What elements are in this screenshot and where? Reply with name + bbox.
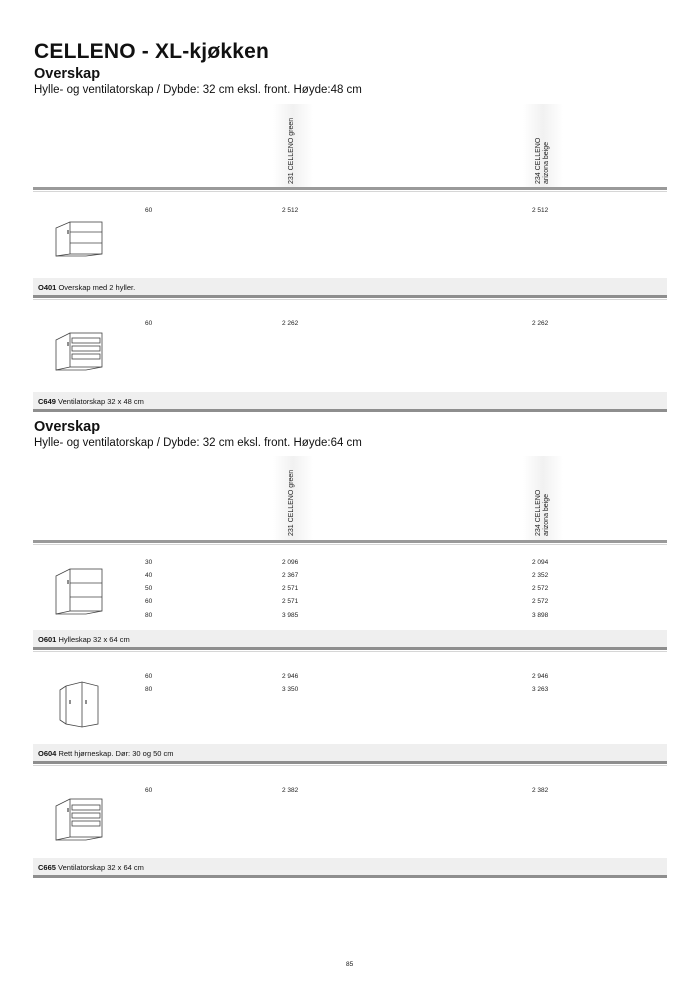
page-number: 85 bbox=[346, 961, 354, 968]
price-231: 2 571 bbox=[282, 598, 299, 605]
product-rule bbox=[33, 647, 667, 650]
section-title: Overskap bbox=[34, 419, 101, 435]
product-name: Ventilatorskap 32 x 64 cm bbox=[58, 863, 144, 872]
column-header-label: 234 CELLENO bbox=[535, 137, 542, 184]
column-header-label: 234 CELLENO bbox=[535, 489, 542, 536]
product-code: C665 bbox=[38, 863, 56, 872]
section-subtitle: Hylle- og ventilatorskap / Dybde: 32 cm eksl. front. Høyde:48 cm bbox=[34, 84, 362, 96]
product-label bbox=[38, 749, 174, 758]
price-231: 2 382 bbox=[282, 787, 299, 794]
section-title: Overskap bbox=[34, 66, 101, 82]
product-code: O401 bbox=[38, 283, 57, 292]
product-code: C649 bbox=[38, 397, 56, 406]
price-231: 2 946 bbox=[282, 673, 299, 680]
width-value: 50 bbox=[145, 585, 153, 592]
product-name: Rett hjørneskap. Dør: 30 og 50 cm bbox=[58, 749, 174, 758]
price-231: 2 367 bbox=[282, 572, 299, 579]
price-234: 2 572 bbox=[532, 598, 549, 605]
price-231: 2 571 bbox=[282, 585, 299, 592]
header-rule bbox=[33, 187, 667, 190]
price-234: 3 263 bbox=[532, 686, 549, 693]
price-234: 2 382 bbox=[532, 787, 549, 794]
width-value: 80 bbox=[145, 612, 153, 619]
price-234: 2 262 bbox=[532, 320, 549, 327]
product-rule bbox=[33, 875, 667, 878]
ventilator-cabinet-tall-icon bbox=[50, 796, 106, 842]
price-234: 2 572 bbox=[532, 585, 549, 592]
product-name: Overskap med 2 hyller. bbox=[58, 283, 136, 292]
width-value: 60 bbox=[145, 787, 153, 794]
product-name: Ventilatorskap 32 x 48 cm bbox=[58, 397, 144, 406]
header-rule bbox=[33, 540, 667, 543]
column-header-231 bbox=[273, 104, 313, 188]
product-label bbox=[38, 863, 144, 872]
product-rule bbox=[33, 295, 667, 298]
corner-cabinet-icon bbox=[56, 680, 104, 728]
price-231: 2 096 bbox=[282, 559, 299, 566]
price-234: 2 512 bbox=[532, 207, 549, 214]
column-header-label: 231 CELLENO green bbox=[288, 117, 295, 184]
ventilator-cabinet-icon bbox=[50, 330, 106, 374]
price-231: 3 350 bbox=[282, 686, 299, 693]
product-rule bbox=[33, 761, 667, 764]
price-234: 3 898 bbox=[532, 612, 549, 619]
wall-cabinet-2-shelves-icon bbox=[50, 218, 106, 260]
price-231: 3 985 bbox=[282, 612, 299, 619]
width-value: 60 bbox=[145, 320, 153, 327]
price-234: 2 094 bbox=[532, 559, 549, 566]
price-231: 2 262 bbox=[282, 320, 299, 327]
product-code: O604 bbox=[38, 749, 57, 758]
product-label bbox=[38, 397, 144, 406]
page-title: CELLENO - XL-kjøkken bbox=[34, 40, 270, 63]
width-value: 40 bbox=[145, 572, 153, 579]
divider bbox=[33, 191, 667, 192]
width-value: 60 bbox=[145, 207, 153, 214]
product-name: Hylleskap 32 x 64 cm bbox=[58, 635, 130, 644]
product-code: O601 bbox=[38, 635, 57, 644]
divider bbox=[33, 651, 667, 652]
width-value: 80 bbox=[145, 686, 153, 693]
price-234: 2 946 bbox=[532, 673, 549, 680]
width-value: 30 bbox=[145, 559, 153, 566]
section-subtitle: Hylle- og ventilatorskap / Dybde: 32 cm eksl. front. Høyde:64 cm bbox=[34, 437, 362, 449]
column-header-label-line2: arizona beige bbox=[543, 493, 550, 536]
column-header-label: 231 CELLENO green bbox=[288, 469, 295, 536]
column-header-label-line2: arizona beige bbox=[543, 141, 550, 184]
column-header-231 bbox=[273, 456, 313, 541]
product-label bbox=[38, 635, 130, 644]
divider bbox=[33, 299, 667, 300]
divider bbox=[33, 544, 667, 545]
width-value: 60 bbox=[145, 673, 153, 680]
product-label bbox=[38, 283, 135, 292]
column-header-234 bbox=[523, 104, 563, 188]
shelf-cabinet-icon bbox=[50, 566, 106, 616]
product-rule bbox=[33, 409, 667, 412]
width-value: 60 bbox=[145, 598, 153, 605]
price-231: 2 512 bbox=[282, 207, 299, 214]
divider bbox=[33, 765, 667, 766]
price-234: 2 352 bbox=[532, 572, 549, 579]
column-header-234 bbox=[523, 456, 563, 541]
